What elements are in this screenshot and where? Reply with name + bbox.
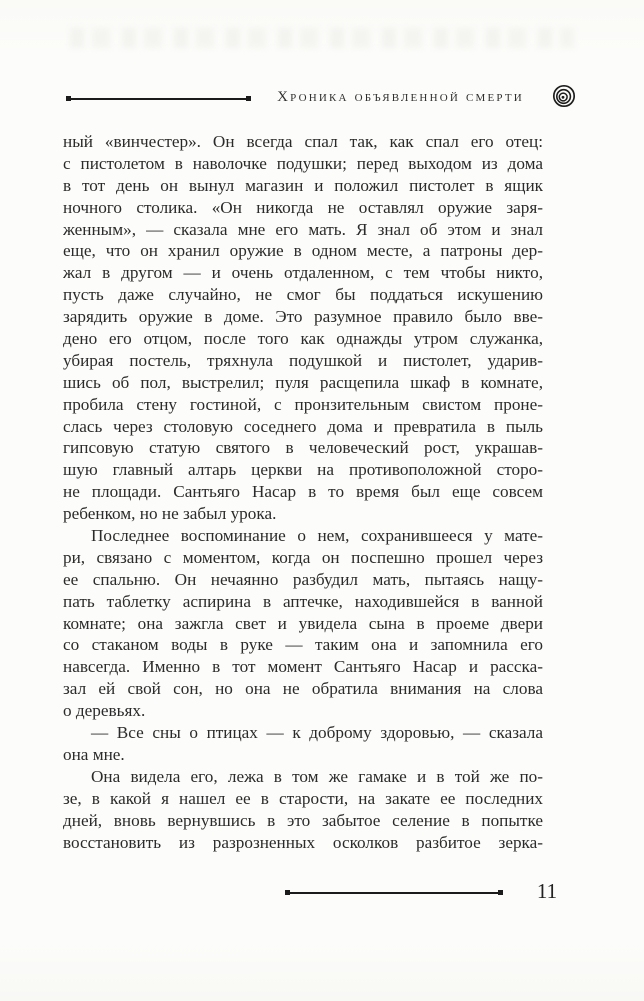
text-line: женным», — сказала мне его мать. Я знал об этом и знал	[63, 219, 543, 239]
text-line: зарядить оружие в доме. Это разумное правило было вве-	[63, 307, 543, 327]
bleed-through-ghost-text	[70, 28, 574, 48]
text-line: пробила стену гостиной, с пронзительным свистом проне-	[63, 394, 543, 414]
body-text	[63, 131, 543, 853]
footer-rule	[286, 892, 502, 894]
text-line: ее спальню. Он нечаянно разбудил мать, пытаясь нащу-	[63, 569, 543, 589]
text-line: — Все сны о птицах — к доброму здоровью, — сказала	[91, 723, 543, 743]
text-line: жал в другом — и очень отдаленном, с тем чтобы никто,	[63, 263, 543, 283]
text-line: шую главный алтарь церкви на противоположной сторо-	[63, 460, 543, 480]
text-line: Последнее воспоминание о нем, сохранившееся у мате-	[91, 526, 543, 546]
text-line: восстановить из разрозненных осколков разбитое зерка-	[63, 832, 543, 852]
text-line: комнате; она зажгла свет и увидела сына в проеме двери	[63, 613, 543, 633]
text-line: еще, что он хранил оружие в одном месте, а патроны дер-	[63, 241, 543, 261]
page-number: 11	[536, 879, 558, 903]
text-line: ночного столика. «Он никогда не оставлял оружие заря-	[63, 197, 543, 217]
text-line: с пистолетом в наволочке подушки; перед выходом из дома	[63, 153, 543, 173]
text-line: пать таблетку аспирина в аптечке, находившейся в ванной	[63, 591, 543, 611]
text-line: зе, в какой я нашел ее в старости, на закате ее последних	[63, 788, 543, 808]
text-line: со стаканом воды в руке — таким она и запомнила его	[63, 635, 543, 655]
spiral-ornament-icon	[551, 83, 577, 109]
text-line: дней, вновь вернувшись в это забытое селение в попытке	[63, 810, 543, 830]
header-rule	[67, 98, 250, 100]
text-line: ный «винчестер». Он всегда спал так, как спал его отец:	[63, 132, 543, 151]
text-line: зал ей свой сон, но она не обратила внимания на слова	[63, 679, 543, 699]
text-line: Она видела его, лежа в том же гамаке и в той же по-	[91, 766, 543, 786]
text-line: в тот день он вынул магазин и положил пистолет в ящик	[63, 175, 543, 195]
running-title: Хроника объявленной смерти	[277, 89, 524, 105]
text-line: убирая постель, тряхнула подушкой и пистолет, ударив-	[63, 350, 543, 370]
text-line: слась через столовую соседнего дома и превратила в пыль	[63, 416, 543, 436]
text-line: о деревьях.	[63, 701, 146, 721]
text-line: гипсовую статую святого в человеческий рост, украшав-	[63, 438, 543, 458]
text-line: шись об пол, выстрелил; пуля расщепила шкаф в комнате,	[63, 372, 543, 392]
text-line: дено его отцом, после того как однажды утром служанка,	[63, 329, 543, 349]
text-line: она мне.	[63, 744, 125, 764]
text-line: пусть даже случайно, не смог бы поддаться искушению	[63, 285, 543, 305]
text-line: ребенком, но не забыл урока.	[63, 504, 277, 524]
text-line: ри, связано с моментом, когда он поспешно прошел через	[63, 547, 543, 567]
text-line: навсегда. Именно в тот момент Сантьяго Насар и расска-	[63, 657, 543, 677]
text-line: не площади. Сантьяго Насар в то время был еще совсем	[63, 482, 543, 502]
